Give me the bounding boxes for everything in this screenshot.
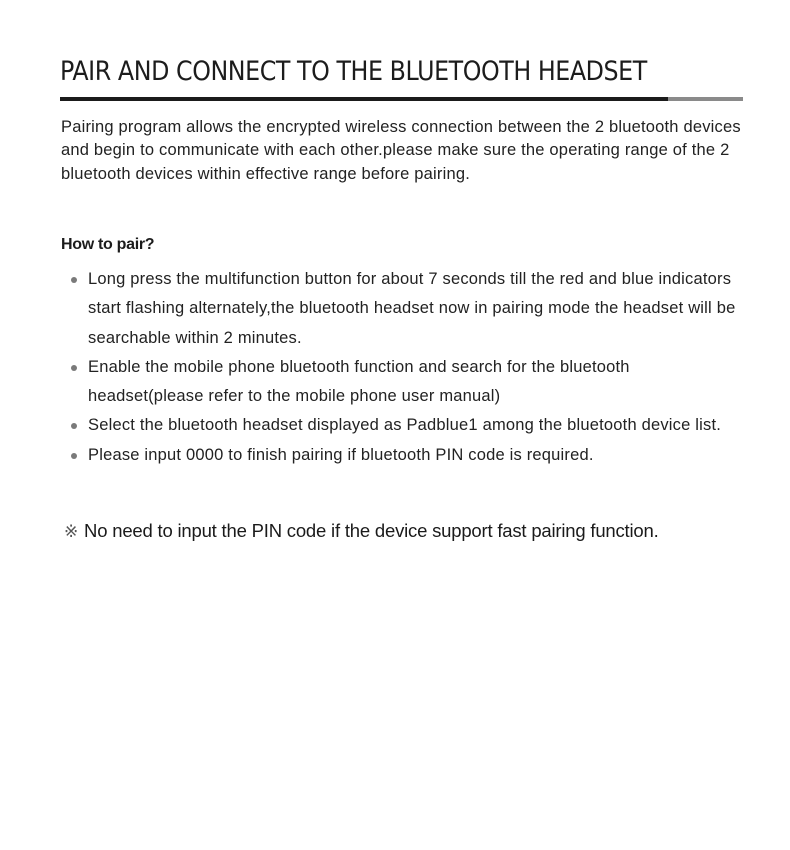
pairing-step bbox=[68, 265, 748, 353]
bullet-icon bbox=[71, 365, 77, 371]
bullet-icon bbox=[71, 277, 77, 283]
title-underline-dark bbox=[60, 97, 668, 101]
title-underline-light bbox=[668, 97, 743, 101]
intro-paragraph: Pairing program allows the encrypted wireless connection between the 2 bluetooth devices and begin to communicate with each other.please make sure the operating range of the 2 bluetooth devices within effective range before pairing. bbox=[61, 118, 741, 183]
bullet-icon bbox=[71, 423, 77, 429]
pairing-step bbox=[68, 441, 748, 470]
reference-mark-icon: ※ bbox=[64, 522, 79, 542]
pairing-step-text: Enable the mobile phone bluetooth function and search for the bluetooth headset(please refer to the mobile phone user manual) bbox=[88, 357, 630, 406]
fast-pairing-note-text: No need to input the PIN code if the device support fast pairing function. bbox=[84, 520, 659, 541]
pairing-step-text: Please input 0000 to finish pairing if bluetooth PIN code is required. bbox=[88, 445, 594, 464]
title-underline bbox=[60, 97, 743, 101]
pairing-step bbox=[68, 411, 748, 440]
fast-pairing-note bbox=[64, 520, 659, 542]
how-to-pair-heading: How to pair? bbox=[61, 236, 155, 253]
pairing-step-text: Long press the multifunction button for about 7 seconds till the red and blue indicators start flashing alternately,the bluetooth headset now in pairing mode the headset will be searchable within 2 minutes. bbox=[88, 270, 736, 347]
pairing-steps-list bbox=[68, 265, 748, 470]
bullet-icon bbox=[71, 453, 77, 459]
page-title: PAIR AND CONNECT TO THE BLUETOOTH HEADSET bbox=[60, 56, 647, 87]
pairing-step bbox=[68, 353, 748, 412]
pairing-step-text: Select the bluetooth headset displayed as Padblue1 among the bluetooth device list. bbox=[88, 416, 722, 435]
